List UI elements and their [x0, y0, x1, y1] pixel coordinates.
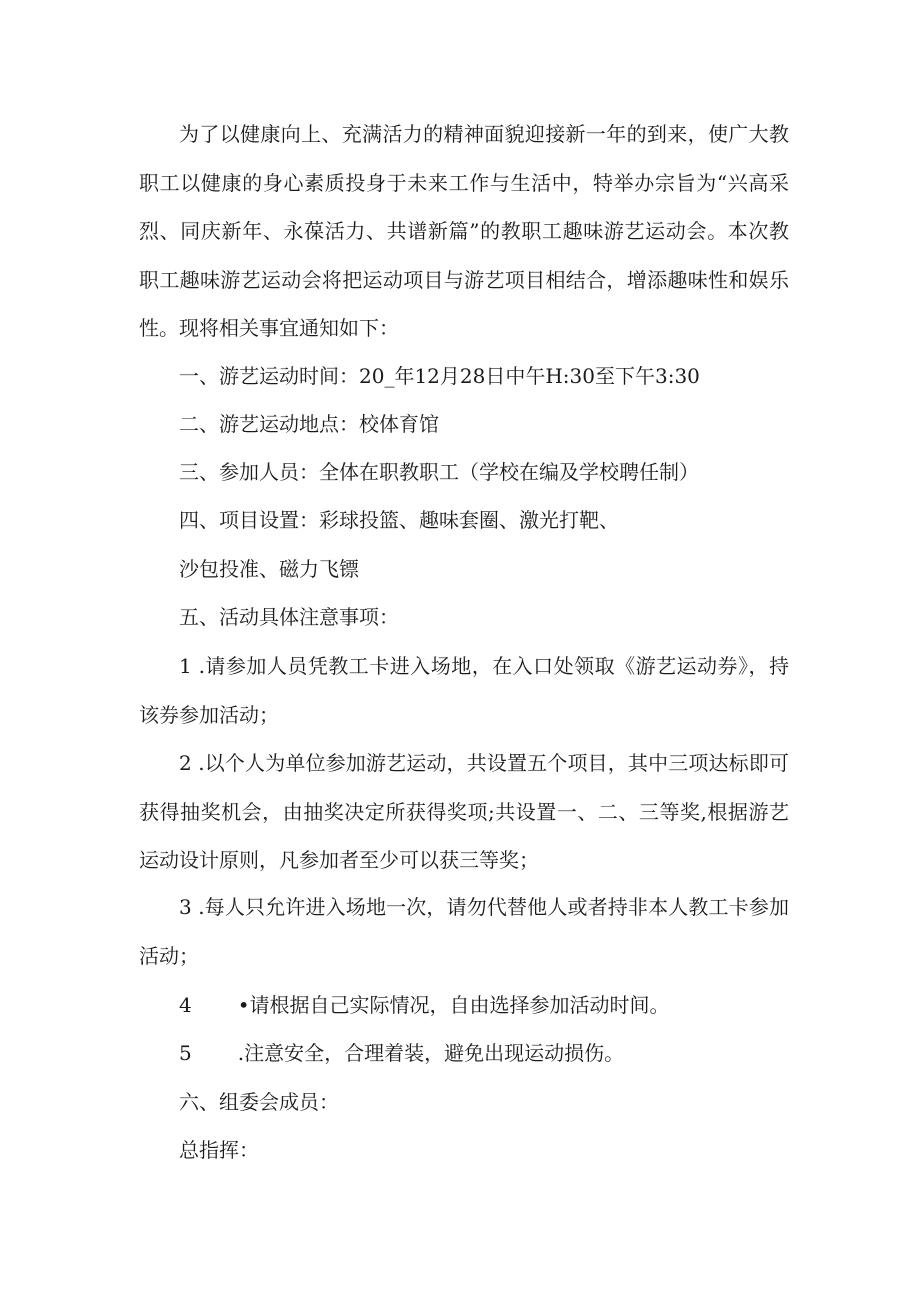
note-4-number: 4 — [179, 993, 192, 1017]
intro-paragraph: 为了以健康向上、充满活力的精神面貌迎接新一年的到来，使广大教职工以健康的身心素质投身于未来工作与生活中，特举办宗旨为“兴高采烈、同庆新年、永葆活力、共谱新篇”的教职工趣味游艺运动会。本次教职工趣味游艺运动会将把运动项目与游艺项目相结合，增添趣味性和娱乐性。现将相关事宜通知如下： — [139, 122, 789, 340]
section-projects-line2: 沙包投准、磁力飞镖 — [179, 557, 359, 581]
section-projects-line1: 四、项目设置：彩球投篮、趣味套圈、激光打靶、 — [179, 508, 619, 532]
section-participants: 三、参加人员：全体在职教职工（学校在编及学校聘任制） — [179, 460, 699, 484]
committee-commander: 总指挥： — [179, 1138, 259, 1162]
note-5-number: 5 — [179, 1041, 192, 1065]
section-notes-heading: 五、活动具体注意事项： — [179, 605, 399, 629]
note-5-text: .注意安全，合理着装，避免出现运动损伤。 — [237, 1041, 625, 1065]
section-time: 一、游艺运动时间：20_年12月28日中午H:30至下午3:30 — [179, 364, 700, 388]
note-1: 1 .请参加人员凭教工卡进入场地，在入口处领取《游艺运动券》，持该券参加活动； — [139, 654, 789, 727]
note-3: 3 .每人只允许进入场地一次，请勿代替他人或者持非本人教工卡参加活动； — [139, 895, 789, 968]
section-committee-heading: 六、组委会成员： — [179, 1090, 339, 1114]
note-2: 2 .以个人为单位参加游艺运动，共设置五个项目，其中三项达标即可获得抽奖机会，由抽奖决定所获得奖项;共设置一、二、三等奖,根据游艺运动设计原则，凡参加者至少可以获三等奖； — [139, 751, 789, 872]
note-4 — [179, 990, 670, 1020]
note-5 — [179, 1038, 624, 1068]
section-place: 二、游艺运动地点：校体育馆 — [179, 412, 439, 436]
note-4-text: •请根据自己实际情况，自由选择参加活动时间。 — [237, 993, 670, 1017]
